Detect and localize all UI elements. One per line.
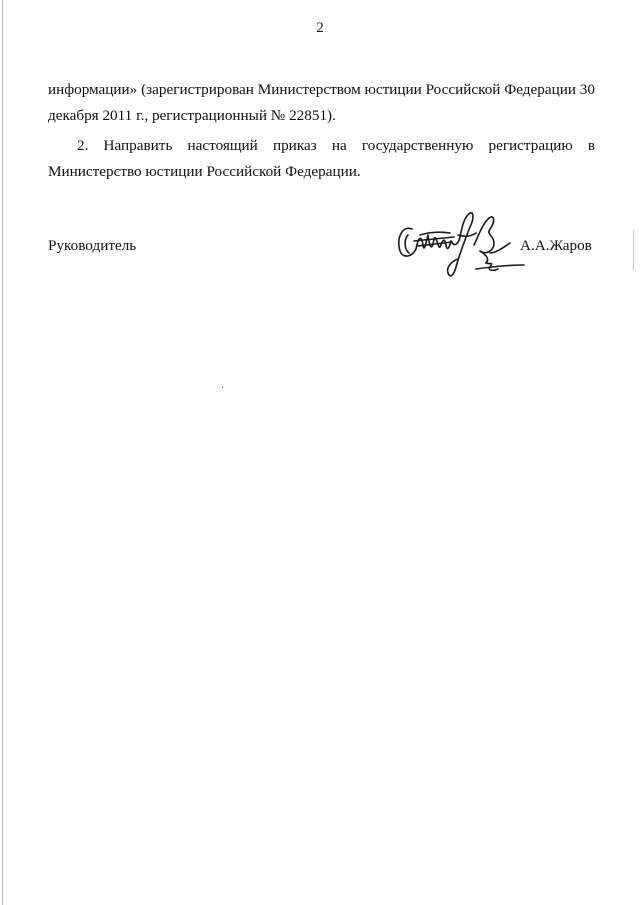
page-number: 2 [316,20,324,36]
scan-speck [222,386,223,388]
scan-edge-mark [633,230,634,270]
paragraph-item-2: 2. Направить настоящий приказ на государственную регистрацию в Министерство юстиции Российской Федерации. [48,137,595,180]
signatory-title: Руководитель [48,237,137,254]
scan-edge-line [2,0,3,905]
paragraph-continuation: информации» (зарегистрирован Министерством юстиции Российской Федерации 30 декабря 2011 г., регистрационный № 22851). [48,81,595,124]
handwritten-signature-icon [390,205,530,285]
signatory-name: А.А.Жаров [520,237,592,254]
